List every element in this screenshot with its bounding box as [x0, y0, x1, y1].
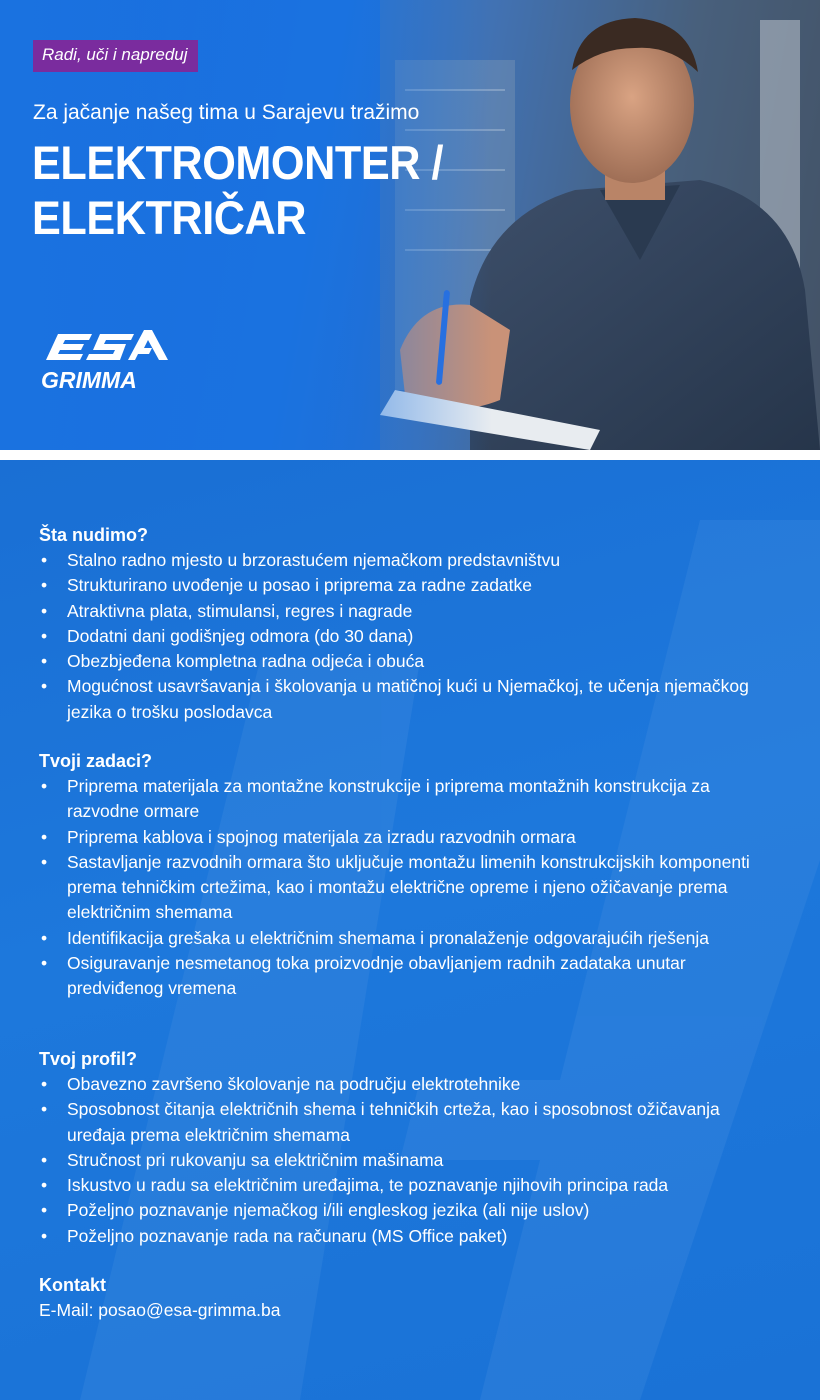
bullet-icon: • [41, 1175, 48, 1196]
list-item-text: Dodatni dani godišnjeg odmora (do 30 dana) [67, 625, 414, 646]
offer-list [39, 548, 779, 725]
job-title-line-2: ELEKTRIČAR [32, 191, 307, 244]
tasks-list [39, 774, 779, 1002]
bullet-icon: • [41, 575, 48, 596]
bullet-icon: • [41, 826, 48, 847]
contact-email[interactable]: E-Mail: posao@esa-grimma.ba [39, 1300, 281, 1320]
section-profile [39, 1047, 779, 1249]
list-item [39, 1198, 779, 1223]
logo-wordmark: GRIMMA [41, 367, 137, 393]
list-item-text: Poželjno poznavanje rada na računaru (MS Office paket) [67, 1225, 508, 1246]
bullet-icon: • [41, 851, 48, 872]
job-details-panel [0, 460, 820, 1400]
section-offer [39, 523, 779, 725]
bullet-icon: • [41, 1200, 48, 1221]
hero-intro-text: Za jačanje našeg tima u Sarajevu tražimo [33, 101, 420, 124]
bullet-icon: • [41, 1149, 48, 1170]
list-item-text: Atraktivna plata, stimulansi, regres i nagrade [67, 600, 413, 621]
list-item [39, 599, 779, 624]
bullet-icon: • [41, 776, 48, 796]
list-item-text: Obavezno završeno školovanje na području elektrotehnike [67, 1074, 521, 1094]
list-item-text: Priprema materijala za montažne konstrukcije i priprema montažnih konstrukcija za razvodne ormare [67, 776, 710, 822]
hero-banner [0, 0, 820, 450]
bullet-icon: • [41, 1225, 48, 1246]
esa-grimma-logo [40, 326, 182, 396]
bullet-icon: • [41, 625, 48, 646]
bullet-icon: • [41, 1074, 48, 1094]
list-item-text: Sposobnost čitanja električnih shema i tehničkih crteža, kao i sposobnost ožičavanja uređaja prema električnim shemama [67, 1099, 720, 1145]
list-item [39, 1097, 779, 1148]
list-item-text: Mogućnost usavršavanja i školovanja u matičnoj kući u Njemačkoj, te učenja njemačkog jezika o trošku poslodavca [67, 676, 749, 722]
job-title-line-1: ELEKTROMONTER / [32, 136, 444, 189]
list-item-text: Strukturirano uvođenje u posao i priprema za radne zadatke [67, 575, 532, 596]
list-item-text: Osiguravanje nesmetanog toka proizvodnje obavljanjem radnih zadataka unutar predviđenog vremena [67, 953, 686, 999]
section-tasks [39, 749, 779, 1002]
list-item [39, 926, 779, 951]
list-item [39, 951, 779, 1002]
list-item-text: Poželjno poznavanje njemačkog i/ili engleskog jezika (ali nije uslov) [67, 1200, 590, 1221]
bullet-icon: • [41, 676, 48, 697]
bullet-icon: • [41, 1099, 48, 1120]
list-item [39, 774, 779, 825]
list-item [39, 624, 779, 649]
list-item-text: Identifikacija grešaka u električnim shemama i pronalaženje odgovarajućih rješenja [67, 927, 710, 948]
bullet-icon: • [41, 953, 48, 974]
list-item [39, 1072, 779, 1097]
hero-tagline-badge: Radi, uči i napreduj [33, 40, 198, 72]
bullet-icon: • [41, 651, 48, 672]
list-item [39, 1173, 779, 1198]
section-offer-title: Šta nudimo? [39, 525, 148, 545]
list-item-text: Iskustvo u radu sa električnim uređajima, te poznavanje njihovih principa rada [67, 1175, 669, 1196]
bullet-icon: • [41, 550, 48, 570]
list-item-text: Stalno radno mjesto u brzorastućem njemačkom predstavništvu [67, 550, 561, 570]
list-item [39, 1148, 779, 1173]
list-item [39, 825, 779, 850]
section-contact [39, 1273, 779, 1323]
section-profile-title: Tvoj profil? [39, 1049, 137, 1069]
list-item-text: Priprema kablova i spojnog materijala za izradu razvodnih ormara [67, 826, 576, 847]
list-item-text: Obezbjeđena kompletna radna odjeća i obuća [67, 651, 425, 672]
list-item-text: Stručnost pri rukovanju sa električnim mašinama [67, 1149, 444, 1170]
section-tasks-title: Tvoji zadaci? [39, 751, 153, 771]
list-item [39, 548, 779, 573]
list-item [39, 573, 779, 598]
list-item [39, 674, 779, 725]
list-item [39, 1224, 779, 1249]
bullet-icon: • [41, 600, 48, 621]
profile-list [39, 1072, 779, 1249]
bullet-icon: • [41, 927, 48, 948]
section-contact-title: Kontakt [39, 1275, 106, 1295]
list-item [39, 649, 779, 674]
list-item-text: Sastavljanje razvodnih ormara što uključuje montažu limenih konstrukcijskih komponenti prema tehničkim crtežima, kao i montažu električne opreme i njeno ožičavanje prema električnim shemama [67, 851, 750, 923]
list-item [39, 850, 779, 926]
